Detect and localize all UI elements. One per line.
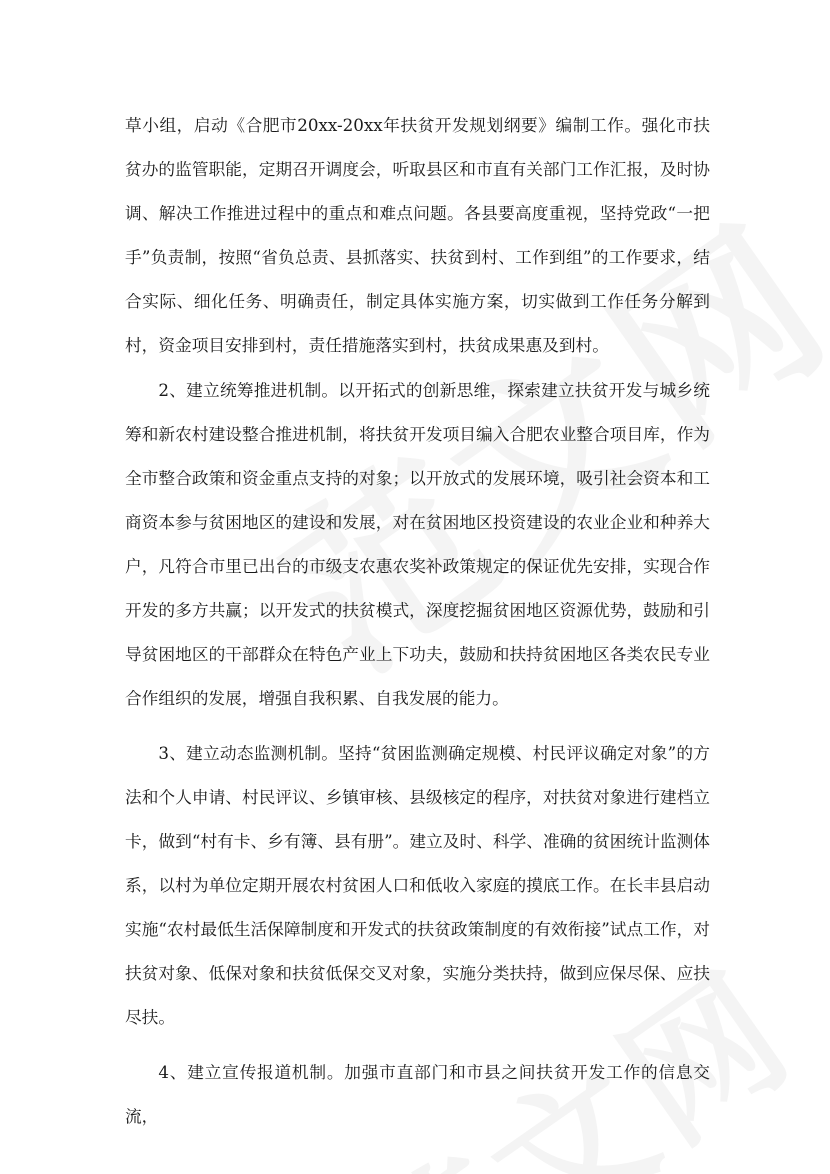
paragraph-coordination-mechanism: 2、建立统筹推进机制。以开拓式的创新思维，探索建立扶贫开发与城乡统筹和新农村建设整合推进机制，将扶贫开发项目编入合肥农业整合项目库，作为全市整合政策和资金重点支持的对象；以开放式的发展环境，吸引社会资本和工商资本参与贫困地区的建设和发展，对在贫困地区投资建设的农业企业和种养大户，凡符合市里已出台的市级支农惠农奖补政策规定的保证优先安排，实现合作开发的多方共赢；以开发式的扶贫模式，深度挖掘贫困地区资源优势，鼓励和引导贫困地区的干部群众在特色产业上下功夫，鼓励和扶持贫困地区各类农民专业合作组织的发展，增强自我积累、自我发展的能力。: [125, 380, 710, 708]
document-body: [125, 103, 710, 1149]
paragraph-monitoring-mechanism: 3、建立动态监测机制。坚持“贫困监测确定规模、村民评议确定对象”的方法和个人申请、村民评议、乡镇审核、县级核定的程序，对扶贫对象进行建档立卡，做到“村有卡、乡有簿、县有册”。建立及时、科学、准确的贫困统计监测体系，以村为单位定期开展农村贫困人口和低收入家庭的摸底工作。在长丰县启动实施“农村最低生活保障制度和开发式的扶贫政策制度的有效衔接”试点工作，对扶贫对象、低保对象和扶贫低保交叉对象，实施分类扶持，做到应保尽保、应扶尽扶。: [125, 743, 710, 1027]
paragraph-continuation: 草小组，启动《合肥市20xx-20xx年扶贫开发规划纲要》编制工作。强化市扶贫办的监管职能，定期召开调度会，听取县区和市直有关部门工作汇报，及时协调、解决工作推进过程中的重点和难点问题。各县要高度重视，坚持党政“一把手”负责制，按照“省负总责、县抓落实、扶贫到村、工作到组”的工作要求，结合实际、细化任务、明确责任，制定具体实施方案，切实做到工作任务分解到村，资金项目安排到村，责任措施落实到村，扶贫成果惠及到村。: [125, 115, 710, 355]
paragraph-publicity-mechanism: 4、建立宣传报道机制。加强市直部门和市县之间扶贫开发工作的信息交流，: [125, 1062, 710, 1126]
